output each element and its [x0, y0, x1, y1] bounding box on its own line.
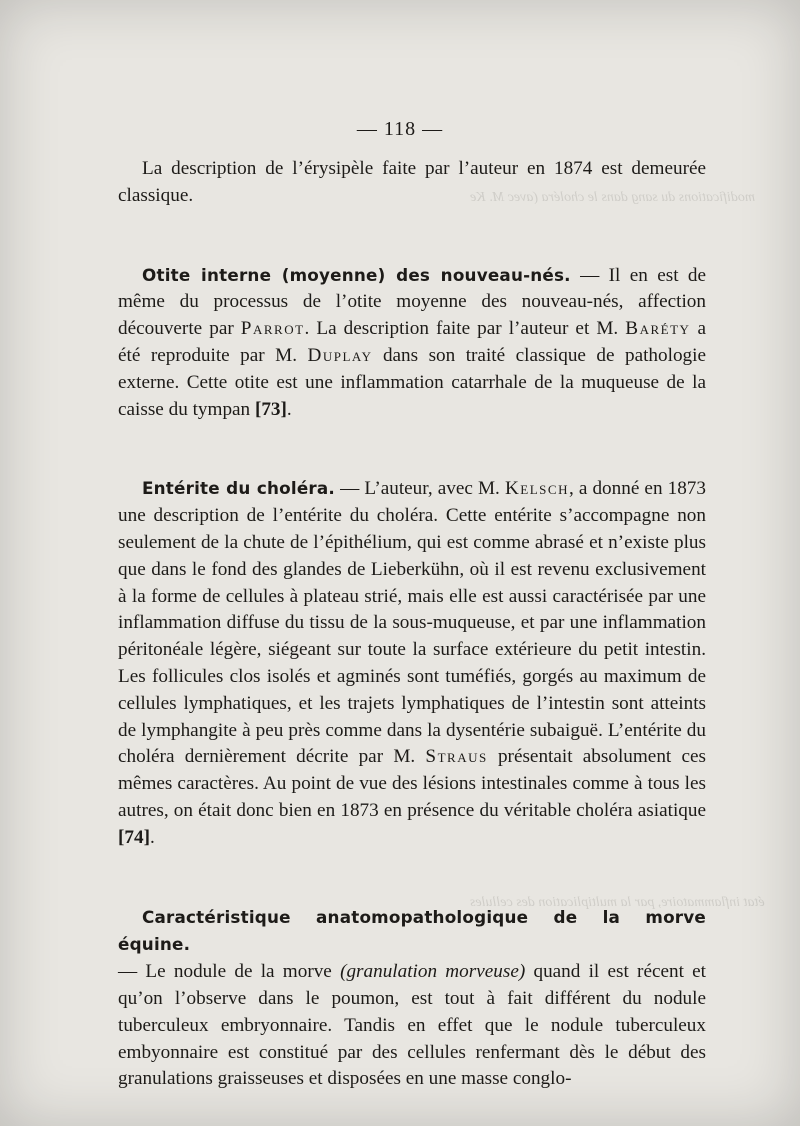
- text-run: .: [149, 826, 155, 848]
- italic-term: (granulation morveuse): [340, 961, 526, 983]
- paragraph-enterite: [118, 475, 706, 851]
- text-run: — Le nodule de la morve: [118, 961, 341, 983]
- text-run: , a donné en 1873 une description de l’entérite du choléra. Cette entérite s’accompagne non seulement de la chute de l’épithélium, qui est comme abrasé et n’existe plus que dans le fond des glandes de Lieberkühn, où il est revenu exclusivement à la forme de cellules à plateau strié, mais elle est aussi caractérisée par une inflammation diffuse du tissu de la sous-muqueuse, et par une inflammation péritonéale légère, siégeant sur toute la surface extérieure du petit intestin. Les follicules clos isolés et agminés sont tuméfiés, gorgés au maximum de cellules lymphatiques, et les trajets lymphatiques de l’intestin sont atteints de lymphangite à peu près comme dans la dysentérie subaiguë. L’entérite du choléra dernièrement décrite par M.: [118, 478, 706, 768]
- author-name: Parrot: [240, 318, 305, 340]
- paragraph-gap: [118, 852, 706, 904]
- author-name: Kelsch: [504, 478, 569, 500]
- bleed-through-text: modifications du sang dans le choléra (avec M. Ke: [470, 190, 756, 205]
- page-number: — 118 —: [356, 118, 444, 140]
- author-name: Duplay: [307, 344, 373, 366]
- author-name: Baréty: [625, 318, 691, 340]
- body-text: [118, 156, 706, 1093]
- text-run: quand il est récent et qu’on l’observe dans le poumon, est tout à fait différent du nodule tuberculeux embryonnaire. Tandis en effet que le nodule tuberculeux embyonnaire est constitué par des cellules renfermant dès le début des granulations graisseuses et disposées en une masse conglo-: [118, 961, 707, 1090]
- author-name: Straus: [425, 746, 488, 768]
- section-heading-morve: Caractéristique anatomopathologique de la morve équine.: [118, 906, 706, 955]
- text-run: .: [286, 398, 292, 420]
- paragraph-otite: [118, 262, 706, 424]
- paragraph-morve-body: [118, 959, 706, 1093]
- bleed-through-text: état inflammatoire, par la multiplication des cellules: [470, 895, 765, 910]
- text-run: — L’auteur, avec M.: [335, 478, 505, 500]
- paragraph-gap: [118, 210, 706, 262]
- paragraph-erysipele: La description de l’érysipèle faite par l’auteur en 1874 est demeurée classique.: [118, 158, 706, 206]
- reference-number: [73]: [254, 398, 287, 420]
- section-heading-enterite: Entérite du choléra.: [142, 478, 335, 499]
- section-heading-otite: Otite interne (moyenne) des nouveau-nés.: [142, 264, 571, 285]
- text-run: . La description faite par l’auteur et M.: [304, 318, 626, 340]
- text-run: présentait absolument ces mêmes caractères. Au point de vue des lésions intestinales comme à tous les autres, on était donc bien en 1873 en présence du véritable choléra asiatique: [118, 746, 706, 821]
- paragraph-gap: [118, 423, 706, 475]
- text-run: dans son traité classique de pathologie externe. Cette otite est une inflammation catarrhale de la muqueuse de la caisse du tympan: [118, 344, 706, 420]
- reference-number: [74]: [118, 826, 150, 848]
- text-run: a été reproduite par M.: [118, 318, 706, 366]
- text-run: — Il en est de même du processus de l’otite moyenne des nouveau-nés, affection découverte par: [118, 264, 706, 340]
- paragraph-morve: [118, 904, 706, 960]
